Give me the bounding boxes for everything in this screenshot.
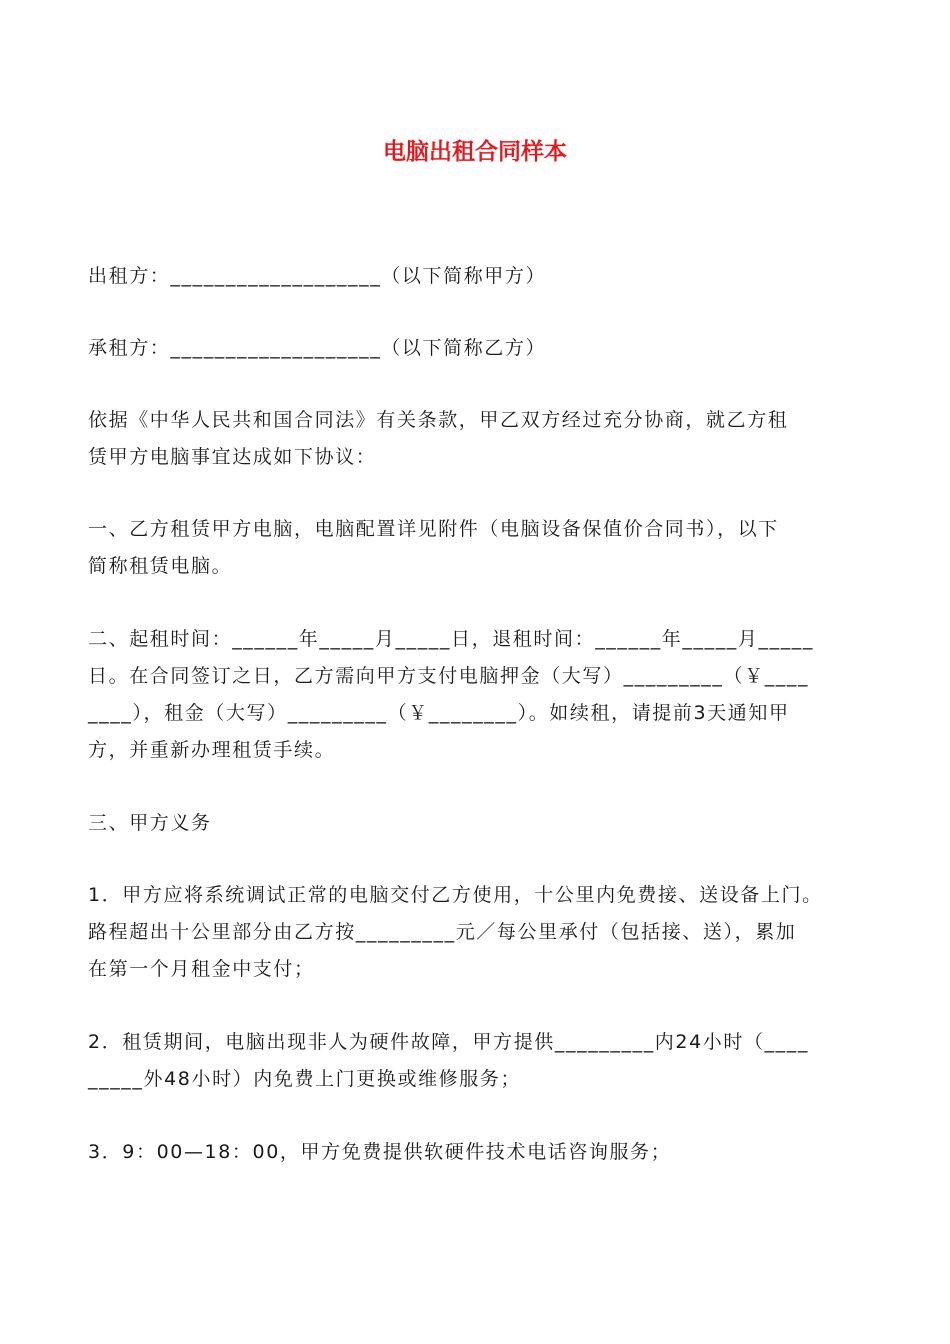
lessee-line: 承租方：___________________（以下简称乙方） <box>88 337 547 359</box>
clause-2-line-1: 二、起租时间：______年_____月_____日，退租时间：______年_____月_____ <box>88 628 815 650</box>
item-1-line-1: 1．甲方应将系统调试正常的电脑交付乙方使用，十公里内免费接、送设备上门。 <box>88 884 823 906</box>
item-2-line-2: _____外48小时）内免费上门更换或维修服务； <box>88 1068 522 1090</box>
clause-2-line-2: 日。在合同签订之日，乙方需向甲方支付电脑押金（大写）_________（￥____ <box>88 665 810 687</box>
section-3-heading: 三、甲方义务 <box>88 812 212 834</box>
item-1-line-2: 路程超出十公里部分由乙方按_________元／每公里承付（包括接、送），累加 <box>88 921 797 943</box>
lessor-line: 出租方：___________________（以下简称甲方） <box>88 265 547 287</box>
item-1-line-3: 在第一个月租金中支付； <box>88 958 315 980</box>
clause-2-line-4: 方，并重新办理租赁手续。 <box>88 739 336 761</box>
preamble-line-2: 赁甲方电脑事宜达成如下协议： <box>88 446 377 468</box>
clause-1-line-1: 一、乙方租赁甲方电脑，电脑配置详见附件（电脑设备保值价合同书），以下 <box>88 518 779 540</box>
item-2-line-1: 2．租赁期间，电脑出现非人为硬件故障，甲方提供_________内24小时（____ <box>88 1031 809 1053</box>
clause-1-line-2: 简称租赁电脑。 <box>88 555 233 577</box>
document-title: 电脑出租合同样本 <box>383 139 567 165</box>
preamble-line-1: 依据《中华人民共和国合同法》有关条款，甲乙双方经过充分协商，就乙方租 <box>88 409 789 431</box>
item-3-line-1: 3．9：00—18：00，甲方免费提供软硬件技术电话咨询服务； <box>88 1141 672 1163</box>
clause-2-line-3: ____），租金（大写）_________（￥________）。如续租，请提前3天通知甲 <box>88 702 790 724</box>
